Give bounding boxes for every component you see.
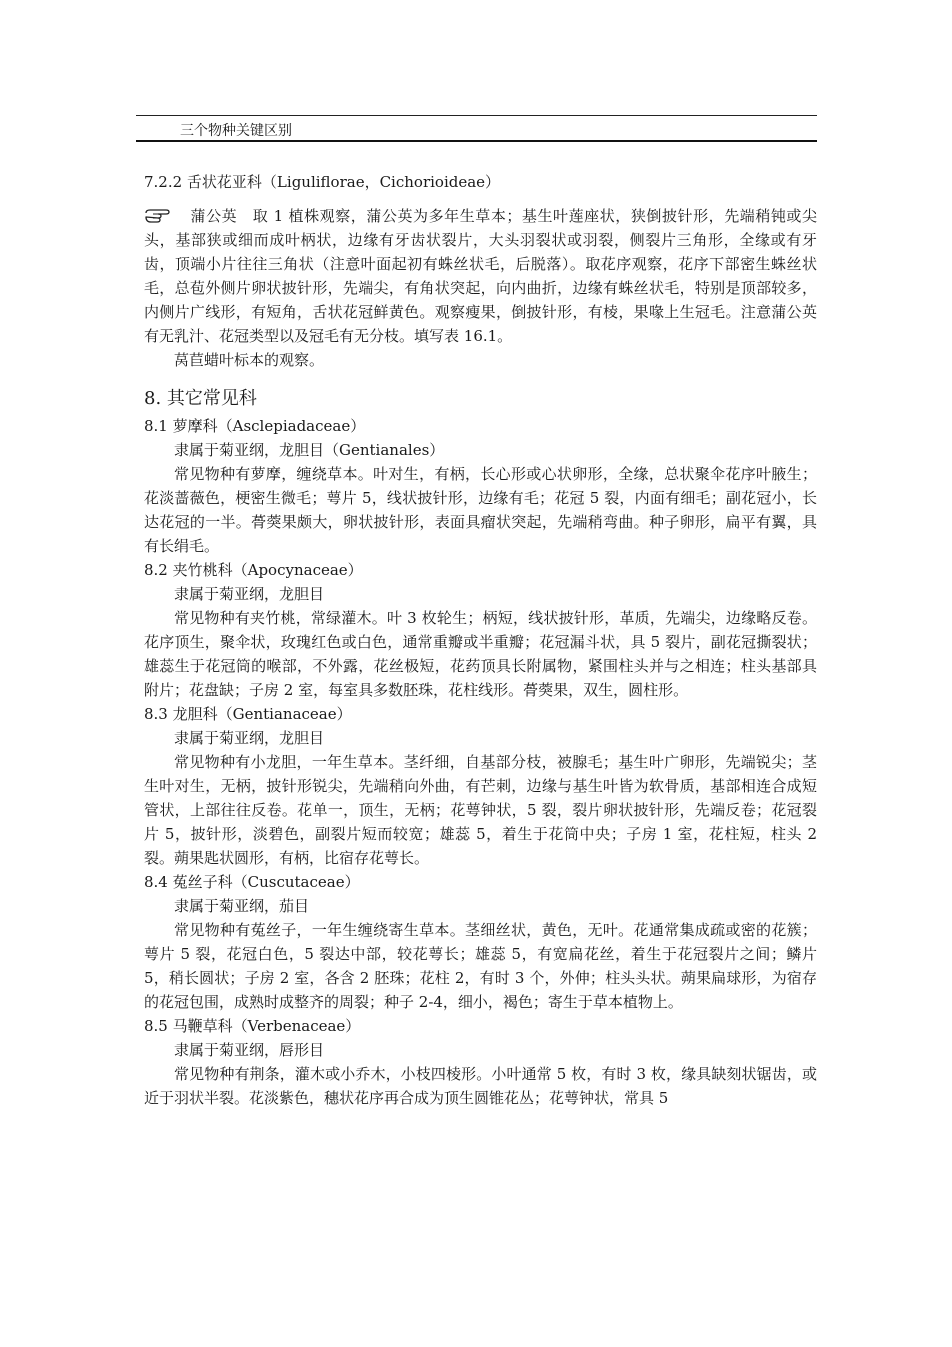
family-description: 常见物种有菟丝子，一年生缠绕寄生草本。茎细丝状，黄色，无叶。花通常集成疏或密的花簇；萼片 5 裂，花冠白色，5 裂达中部，较花萼长；雄蕊 5，有宽扁花丝，着生于花冠裂片之间；鳞片 5，稍长圆状；子房 2 室，各含 2 胚珠；花柱 2，有时 3 个，外伸；柱头头状。蒴果扁球形，为宿存的花冠包围，成熟时成整齐的周裂；种子 2-4，细小，褐色；寄生于草本植物上。 [144,921,817,1011]
family-heading-8-4: 8.4 菟丝子科（Cuscutaceae） [144,873,360,891]
family-description: 常见物种有萝摩，缠绕草本。叶对生，有柄，长心形或心状卵形，全缘，总状聚伞花序叶腋生；花淡蔷薇色，梗密生微毛；萼片 5，线状披针形，边缘有毛；花冠 5 裂，内面有细毛；副花冠小，长达花冠的一半。蓇葖果颇大，卵状披针形，表面具瘤状突起，先端稍弯曲。种子卵形，扁平有翼，具有长绢毛。 [144,465,817,555]
family-classification: 隶属于菊亚纲，龙胆目（Gentianales） [174,441,445,459]
family-classification: 隶属于菊亚纲，龙胆目 [174,585,325,603]
family-description: 常见物种有夹竹桃，常绿灌木。叶 3 枚轮生；柄短，线状披针形，革质，先端尖，边缘略反卷。花序顶生，聚伞状，玫瑰红色或白色，通常重瓣或半重瓣；花冠漏斗状，具 5 裂片，副花冠撕裂状；雄蕊生于花冠筒的喉部，不外露，花丝极短，花药顶具长附属物，紧围柱头并与之相连；柱头基部具附片；花盘缺；子房 2 室，每室具多数胚珠，花柱线形。蓇葖果，双生，圆柱形。 [144,609,817,699]
family-classification: 隶属于菊亚纲，茄目 [174,897,310,915]
family-classification: 隶属于菊亚纲，唇形目 [174,1041,325,1059]
family-heading-8-3: 8.3 龙胆科（Gentianaceae） [144,705,352,723]
family-heading-8-2: 8.2 夹竹桃科（Apocynaceae） [144,561,363,579]
dandelion-text: 蒲公英 取 1 植株观察，蒲公英为多年生草本；基生叶莲座状，狭倒披针形，先端稍钝或尖头，基部狭或细而成叶柄状，边缘有牙齿状裂片，大头羽裂状或羽裂，侧裂片三角形，全缘或有牙齿，顶端小片往往三角状（注意叶面起初有蛛丝状毛，后脱落）。取花序观察，花序下部密生蛛丝状毛，总苞外侧片卵状披针形，先端尖，有角状突起，向内曲折，边缘有蛛丝状毛，特别是顶部较多，内侧片广线形，有短角，舌状花冠鲜黄色。观察瘦果，倒披针形，有棱，果喙上生冠毛。注意蒲公英有无乳汁、花冠类型以及冠毛有无分枝。填写表 16.1。 [144,207,817,345]
family-description: 常见物种有小龙胆，一年生草本。茎纤细，自基部分枝，被腺毛；基生叶广卵形，先端锐尖；茎生叶对生，无柄，披针形锐尖，先端稍向外曲，有芒刺，边缘与基生叶皆为软骨质，基部相连合成短管状，上部往往反卷。花单一，顶生，无柄；花萼钟状，5 裂，裂片卵状披针形，先端反卷；花冠裂片 5，披针形，淡碧色，副裂片短而较宽；雄蕊 5，着生于花筒中央；子房 1 室，花柱短，柱头 2 裂。蒴果匙状圆形，有柄，比宿存花萼长。 [144,753,817,867]
family-heading-8-5: 8.5 马鞭草科（Verbenaceae） [144,1017,361,1035]
dandelion-paragraph [144,204,817,348]
section-heading-7-2-2: 7.2.2 舌状花亚科（Liguliflorae，Cichorioideae） [144,173,501,191]
running-header: 三个物种关键区别 [180,123,292,139]
family-description: 常见物种有荆条，灌木或小乔木，小枝四棱形。小叶通常 5 枚，有时 3 枚，缘具缺刻状锯齿，或近于羽状半裂。花淡紫色，穗状花序再合成为顶生圆锥花丛；花萼钟状，常具 5 [144,1065,817,1107]
header-rule-bottom [136,140,817,142]
header-rule-top [136,115,817,116]
lettuce-specimen-line: 莴苣蜡叶标本的观察。 [174,351,325,369]
pointing-hand-icon [144,206,174,224]
family-heading-8-1: 8.1 萝摩科（Asclepiadaceae） [144,417,366,435]
family-classification: 隶属于菊亚纲，龙胆目 [174,729,325,747]
page-body [144,170,817,1110]
section-heading-8: 8. 其它常见科 [144,388,257,409]
